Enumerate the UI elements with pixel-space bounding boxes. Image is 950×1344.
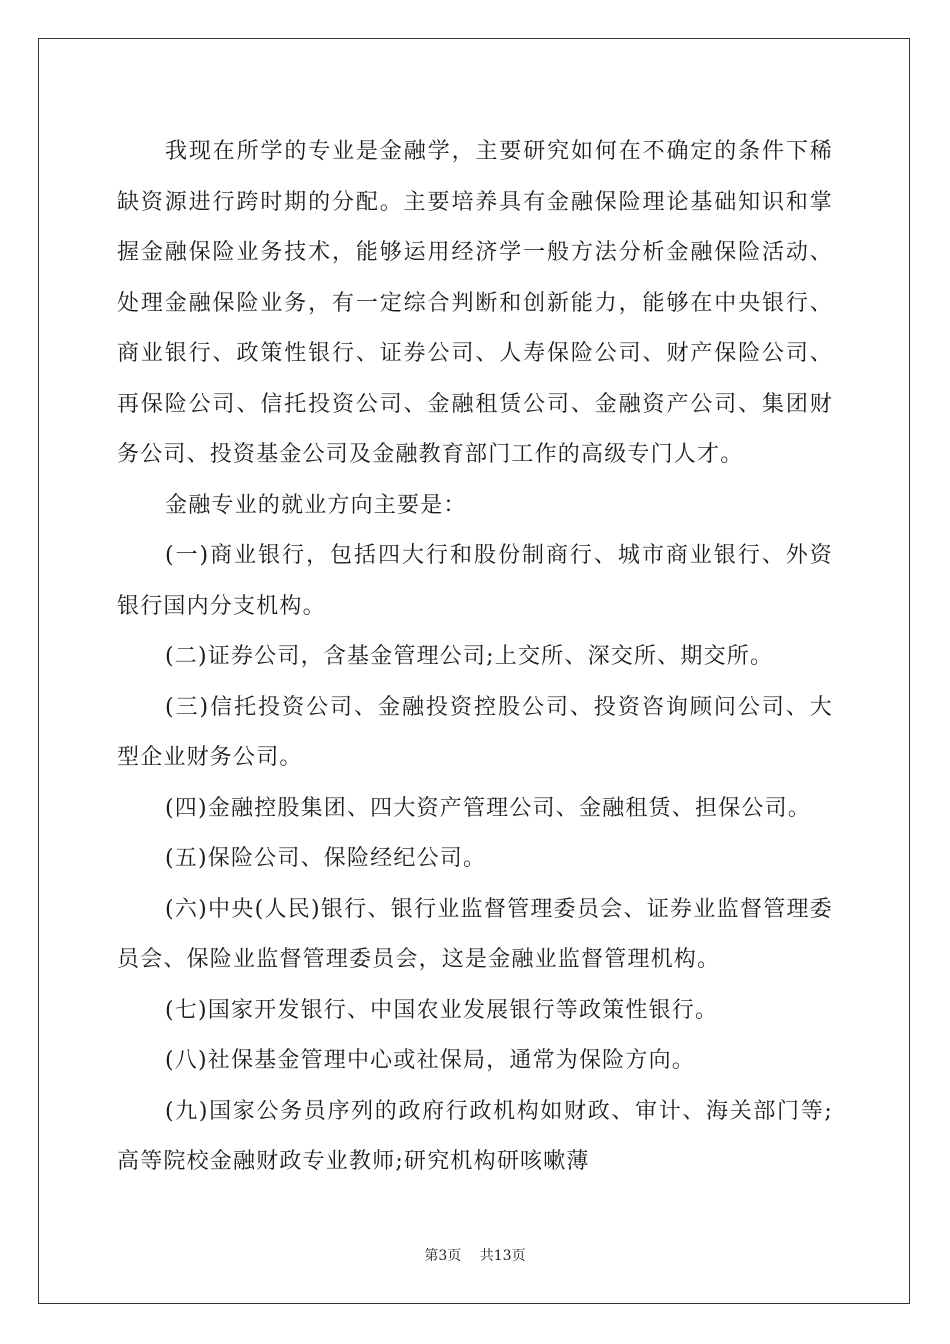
paragraph: (二)证券公司，含基金管理公司;上交所、深交所、期交所。 <box>165 644 774 669</box>
paragraph: (一)商业银行，包括四大行和股份制商行、城市商业银行、外资银行国内分支机构。 <box>117 543 833 619</box>
page-number: 第3页 <box>424 1248 462 1264</box>
paragraph: (四)金融控股集团、四大资产管理公司、金融租赁、担保公司。 <box>165 795 811 821</box>
paragraph: (九)国家公务员序列的政府行政机构如财政、审计、海关部门等;高等院校金融财政专业教师;研究机构研咳嗽薄 <box>117 1098 833 1174</box>
paragraph: 我现在所学的专业是金融学，主要研究如何在不确定的条件下稀缺资源进行跨时期的分配。主要培养具有金融保险理论基础知识和掌握金融保险业务技术，能够运用经济学一般方法分析金融保险活动、处理金融保险业务，有一定综合判断和创新能力，能够在中央银行、商业银行、政策性银行、证券公司、人寿保险公司、财产保险公司、再保险公司、信托投资公司、金融租赁公司、金融资产公司、集团财务公司、投资基金公司及金融教育部门工作的高级专门人才。 <box>117 139 833 467</box>
document-body <box>117 127 833 1188</box>
page-footer <box>0 1245 950 1265</box>
page-total: 共13页 <box>479 1248 526 1264</box>
paragraph: (六)中央(人民)银行、银行业监督管理委员会、证券业监督管理委员会、保险业监督管理委员会，这是金融业监督管理机构。 <box>117 896 833 972</box>
paragraph: 金融专业的就业方向主要是： <box>165 492 467 518</box>
paragraph: (八)社保基金管理中心或社保局，通常为保险方向。 <box>165 1048 695 1073</box>
paragraph: (七)国家开发银行、中国农业发展银行等政策性银行。 <box>165 997 719 1023</box>
paragraph: (三)信托投资公司、金融投资控股公司、投资咨询顾问公司、大型企业财务公司。 <box>117 694 833 770</box>
paragraph: (五)保险公司、保险经纪公司。 <box>165 846 487 871</box>
